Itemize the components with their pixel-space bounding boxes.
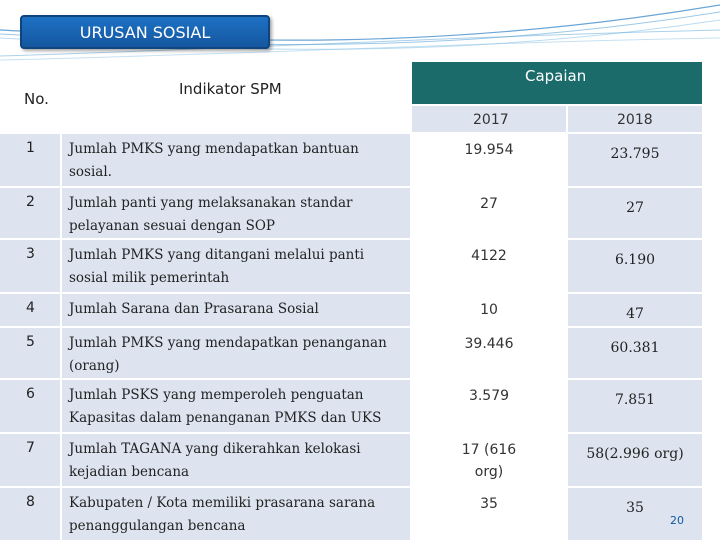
row-number: 5 (26, 334, 35, 350)
indikator-cell (62, 294, 410, 326)
table-row (0, 188, 720, 238)
value-2018: 23.795 (610, 146, 660, 162)
row-number-cell (0, 188, 60, 238)
indikator-text: Jumlah PSKS yang memperoleh penguatan Kapasitas dalam penanganan PMKS dan UKS (69, 387, 382, 426)
value-2018-cell (568, 380, 702, 432)
value-2018-cell (568, 328, 702, 378)
value-2017-cell (412, 188, 566, 238)
value-2018: 60.381 (610, 340, 660, 356)
header-capaian-cell (412, 62, 702, 104)
value-2017: 10 (480, 302, 498, 318)
header-indikator-label: Indikator SPM (179, 80, 282, 98)
header-indikator-cell (62, 62, 410, 132)
row-number-cell (0, 240, 60, 292)
indikator-cell (62, 380, 410, 432)
value-2017-cell (412, 294, 566, 326)
row-number-cell (0, 294, 60, 326)
indikator-cell (62, 328, 410, 378)
value-2018-cell (568, 294, 702, 326)
indikator-text: Jumlah PMKS yang ditangani melalui panti sosial milik pemerintah (69, 247, 365, 286)
value-2018: 6.190 (614, 252, 656, 268)
indikator-text: Jumlah Sarana dan Prasarana Sosial (69, 301, 319, 317)
row-number-cell (0, 488, 60, 540)
value-2017: 39.446 (464, 336, 514, 352)
value-2018-cell (568, 434, 702, 486)
value-2017-cell (412, 380, 566, 432)
value-2017-cell (412, 488, 566, 540)
indikator-text: Jumlah panti yang melaksanakan standar pelayanan sesuai dengan SOP (69, 195, 353, 234)
value-2017: 4122 (471, 248, 507, 264)
header-2017-label: 2017 (473, 112, 509, 128)
value-2018: 35 (626, 500, 644, 516)
value-2017-cell (412, 240, 566, 292)
header-no-label: No. (24, 90, 49, 108)
page-number: 20 (670, 514, 684, 527)
table-row (0, 488, 720, 540)
table-row (0, 328, 720, 378)
value-2017-cell (412, 328, 566, 378)
row-number: 3 (26, 246, 35, 262)
row-number-cell (0, 328, 60, 378)
row-number-cell (0, 434, 60, 486)
indikator-cell (62, 488, 410, 540)
row-number: 7 (26, 440, 35, 456)
row-number: 6 (26, 386, 35, 402)
indikator-cell (62, 240, 410, 292)
row-number-cell (0, 134, 60, 186)
value-2017-cell (412, 434, 566, 486)
value-2018: 58(2.996 org) (586, 446, 684, 462)
table-row (0, 434, 720, 486)
value-2017: 3.579 (468, 388, 510, 404)
slide-title: URUSAN SOSIAL (20, 15, 270, 49)
value-2018: 27 (626, 200, 644, 216)
value-2017-cell (412, 134, 566, 186)
value-2017: 19.954 (464, 142, 514, 158)
table-row (0, 380, 720, 432)
value-2018-cell (568, 188, 702, 238)
value-2018: 47 (626, 306, 644, 322)
indikator-cell (62, 188, 410, 238)
value-2018: 7.851 (614, 392, 656, 408)
table-row (0, 134, 720, 186)
header-2018-label: 2018 (617, 112, 653, 128)
indikator-text: Jumlah PMKS yang mendapatkan bantuan sosial. (69, 141, 359, 180)
value-2018-cell (568, 134, 702, 186)
table-row (0, 294, 720, 326)
row-number-cell (0, 380, 60, 432)
value-2017: 27 (480, 196, 498, 212)
row-number: 4 (26, 300, 35, 316)
header-no-cell (0, 62, 60, 132)
table-row (0, 240, 720, 292)
indikator-text: Jumlah PMKS yang mendapatkan penanganan (orang) (69, 335, 387, 374)
header-2017-cell (412, 106, 566, 132)
indikator-text: Jumlah TAGANA yang dikerahkan kelokasi kejadian bencana (69, 441, 361, 480)
row-number: 2 (26, 194, 35, 210)
header-capaian-label: Capaian (525, 67, 587, 85)
indikator-text: Kabupaten / Kota memiliki prasarana sarana penanggulangan bencana (69, 495, 376, 534)
indikator-cell (62, 434, 410, 486)
header-2018-cell (568, 106, 702, 132)
row-number: 8 (26, 494, 35, 510)
value-2018-cell (568, 240, 702, 292)
value-2017: 17 (616 org) (461, 442, 517, 480)
row-number: 1 (26, 140, 35, 156)
value-2017: 35 (480, 496, 498, 512)
indikator-cell (62, 134, 410, 186)
